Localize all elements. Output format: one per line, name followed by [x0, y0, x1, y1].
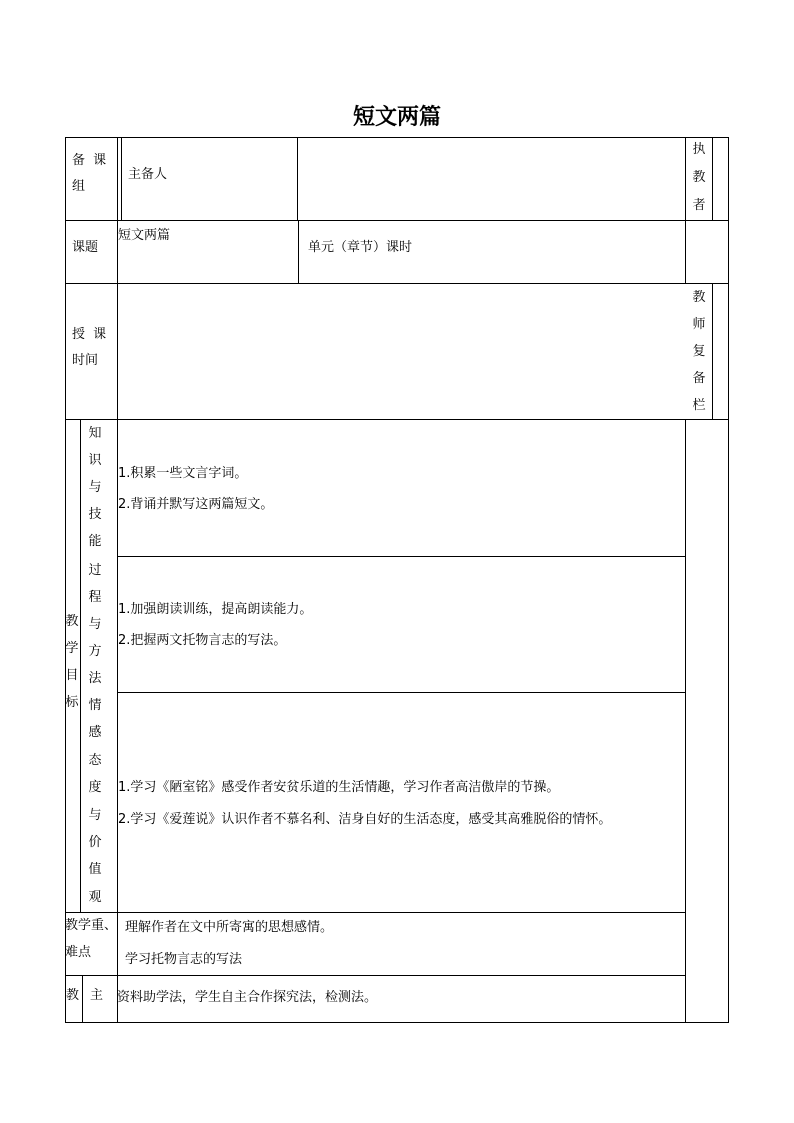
process-item-2: 2.把握两文托物言志的写法。 [118, 633, 287, 648]
topic-label: 课题 [72, 240, 99, 255]
teacher-review-column-label: 教 师 复 备 栏 [692, 290, 706, 413]
page-title: 短文两篇 [352, 104, 441, 130]
executing-teacher-label: 执 教 者 [692, 142, 706, 213]
emotion-item-2: 2.学习《爱莲说》认识作者不慕名利、洁身自好的生活态度，感受其高雅脱俗的情怀。 [118, 812, 612, 827]
process-methods-label: 过 程 与 方 法 [88, 563, 102, 686]
teaching-time-label-cont: 时间 [72, 353, 99, 368]
unit-lesson-label: 单元（章节）课时 [308, 240, 413, 255]
topic-value: 短文两篇 [118, 228, 171, 243]
methods-sublabel: 主 [90, 988, 104, 1003]
knowledge-item-1: 1.积累一些文言字词。 [118, 466, 248, 481]
prep-group-label-cont: 组 [72, 179, 86, 194]
emotion-values-label: 情 感 态 度 与 价 值 观 [88, 698, 102, 905]
methods-label: 教 [66, 988, 80, 1003]
methods-value: 资料助学法，学生自主合作探究法，检测法。 [117, 990, 378, 1005]
key-point-1: 理解作者在文中所寄寓的思想感情。 [125, 920, 334, 935]
key-points-label: 教学重、 [65, 918, 118, 933]
key-point-2: 学习托物言志的写法 [125, 952, 243, 967]
teaching-time-label: 授 课 [72, 327, 109, 342]
teaching-objectives-label: 教 学 目 标 [65, 614, 79, 710]
key-points-label-cont: 难点 [65, 945, 92, 960]
process-item-1: 1.加强朗读训练，提高朗读能力。 [118, 602, 313, 617]
emotion-item-1: 1.学习《陋室铭》感受作者安贫乐道的生活情趣，学习作者高洁傲岸的节操。 [118, 780, 560, 795]
lead-preparer-label: 主备人 [128, 167, 168, 182]
knowledge-skills-label: 知 识 与 技 能 [88, 426, 102, 549]
prep-group-label: 备 课 [72, 153, 109, 168]
knowledge-item-2: 2.背诵并默写这两篇短文。 [118, 497, 274, 512]
